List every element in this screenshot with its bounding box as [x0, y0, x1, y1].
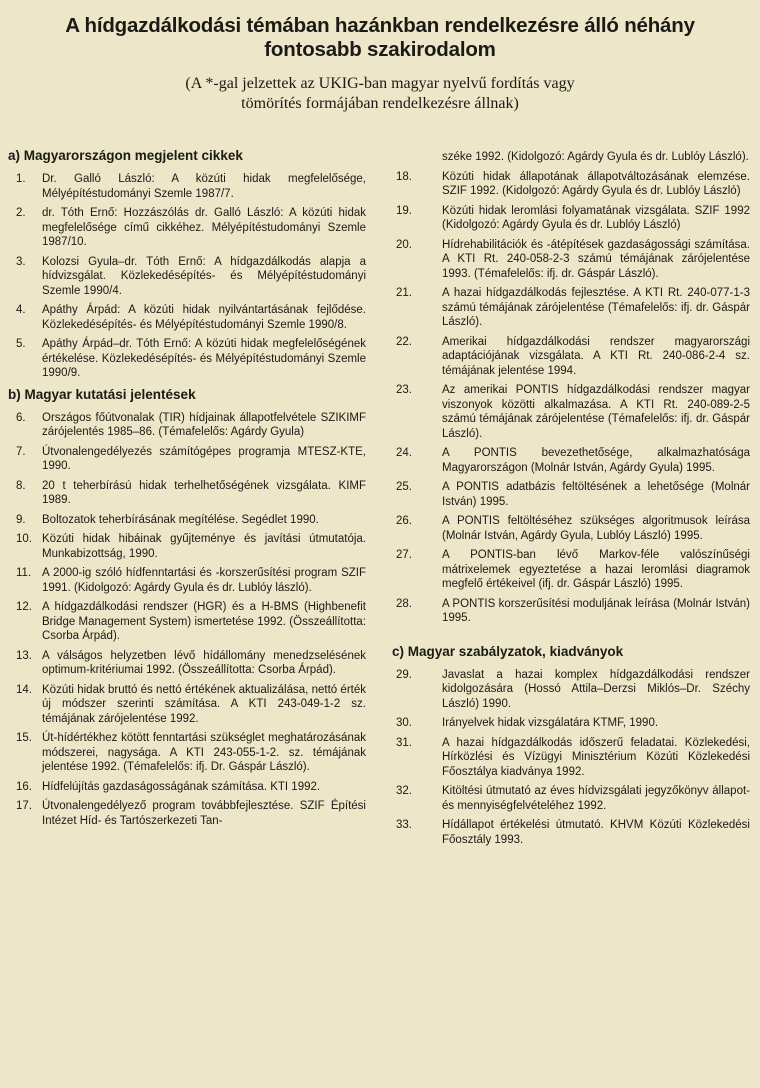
reference-item-text: A PONTIS korszerűsítési moduljának leírása (Molnár István) 1995. — [442, 597, 750, 624]
reference-item — [392, 716, 750, 731]
reference-item — [8, 172, 366, 201]
reference-item-text: 20 t teherbírású hidak terhelhetőségének vizsgálata. KIMF 1989. — [42, 479, 366, 506]
reference-item-number: 5. — [16, 338, 26, 350]
reference-item-number: 16. — [16, 780, 32, 793]
section-heading-c: c) Magyar szabályzatok, kiadványok — [392, 643, 624, 659]
reference-item — [392, 818, 750, 847]
reference-item-number: 31. — [396, 736, 412, 749]
reference-item-text: Hídállapot értékelési útmutató. KHVM Közúti Közlekedési Főosztály 1993. — [442, 819, 750, 846]
reference-item-17-continued — [392, 150, 750, 165]
reference-item — [8, 649, 366, 678]
reference-item — [392, 286, 750, 330]
reference-item-text: Útvonalengedélyezés számítógépes programja MTESZ-KTE, 1990. — [42, 445, 366, 472]
reference-item — [8, 445, 366, 474]
reference-item-number: 28. — [396, 597, 412, 610]
reference-item-text: Az amerikai PONTIS hídgazdálkodási rendszer magyar viszonyok közötti alkalmazása. A KTI Rt. 240-089-2-5 számú témájának zárójelentése (Témafelelős: ifj. dr. Gáspár László). — [442, 384, 750, 440]
reference-item-number: 17. — [16, 800, 32, 812]
reference-item-number: 25. — [396, 481, 412, 493]
reference-item-text: Útvonalengedélyező program továbbfejlesztése. SZIF Építési Intézet Híd- és Tartószerkezeti Tan- — [42, 800, 366, 827]
reference-item — [392, 736, 750, 780]
reference-item — [392, 446, 750, 475]
reference-item — [8, 799, 366, 828]
reference-item — [392, 784, 750, 813]
reference-list-b-right — [392, 170, 750, 626]
reference-item-text: Apáthy Árpád–dr. Tóth Ernő: A közúti hidak megfelelőségének értékelése. Közlekedésépítés- és Mélyépítéstudományi Szemle 1990/9. — [42, 338, 366, 379]
reference-item-number: 26. — [396, 515, 412, 527]
reference-item-text: A PONTIS adatbázis feltöltésének a lehetősége (Molnár István) 1995. — [442, 481, 750, 508]
reference-item — [392, 668, 750, 712]
reference-item-number: 8. — [16, 479, 26, 492]
reference-item-text: Közúti hidak állapotának állapotváltozásának elemzése. SZIF 1992. (Kidolgozó: Agárdy Gyula és dr. Lublóy László) — [442, 170, 750, 197]
reference-item-text: Országos főútvonalak (TIR) hídjainak állapotfelvétele SZIKIMF zárójelentés 1985–86. (Témafelelős: Agárdy Gyula) — [42, 411, 366, 438]
reference-item-text: Közúti hidak hibáinak gyűjteménye és javítási útmutatója. Munkabizottság, 1990. — [42, 533, 366, 560]
reference-item-number: 7. — [16, 445, 26, 458]
reference-item-number: 29. — [396, 668, 412, 681]
reference-item-number: 9. — [16, 513, 26, 526]
reference-item-text: Javaslat a hazai komplex hídgazdálkodási rendszer kidolgozására (Hossó Attila–Derzsi Miklós–Dr. Széchy László) 1990. — [442, 668, 750, 710]
reference-item-text: A hazai hídgazdálkodás fejlesztése. A KTI Rt. 240-077-1-3 számú témájának zárójelentése (Témafelelős: ifj. dr. Gáspár László). — [442, 287, 750, 328]
reference-item — [392, 514, 750, 543]
reference-item — [8, 206, 366, 250]
reference-item — [8, 683, 366, 727]
reference-item-number: 2. — [16, 207, 26, 219]
title-line-1: A hídgazdálkodási témában hazánkban rendelkezésre álló néhány — [65, 14, 695, 37]
reference-item-number: 32. — [396, 785, 412, 797]
reference-item-number: 18. — [396, 170, 412, 183]
reference-item — [392, 335, 750, 379]
reference-item-number: 15. — [16, 732, 32, 744]
reference-item-number: 3. — [16, 255, 26, 268]
reference-item-number: 23. — [396, 384, 412, 396]
reference-item-number: 19. — [396, 204, 412, 217]
reference-item — [8, 513, 366, 528]
reference-item-number: 6. — [16, 411, 26, 424]
reference-list-c — [392, 668, 750, 848]
reference-item — [392, 383, 750, 441]
reference-item-number: 27. — [396, 549, 412, 561]
reference-item-text: Kolozsi Gyula–dr. Tóth Ernő: A hídgazdálkodás alapja a hídvizsgálat. Közlekedésépítés- és Mélyépítéstudományi Szemle 1990/4. — [42, 255, 366, 297]
reference-item — [392, 597, 750, 626]
reference-item — [8, 255, 366, 299]
reference-item-text: Dr. Galló László: A közúti hidak megfelelősége, Mélyépítéstudományi Szemle 1987/7. — [42, 173, 366, 200]
page-title — [20, 14, 740, 62]
reference-item — [392, 170, 750, 199]
reference-item-text: A 2000-ig szóló hídfenntartási és -korszerűsítési program SZIF 1991. (Kidolgozó: Agárdy Gyula és dr. Lublóy lászló). — [42, 567, 366, 594]
reference-item — [392, 204, 750, 233]
reference-item-text: Apáthy Árpád: A közúti hidak nyilvántartásának fejlődése. Közlekedésépítés- és Mélyépítéstudományi Szemle 1990/8. — [42, 304, 366, 331]
reference-item-text: A PONTIS feltöltéséhez szükséges algoritmusok leírása (Molnár István, Agárdy Gyula, Lublóy László) 1995. — [442, 515, 750, 542]
reference-item — [8, 566, 366, 595]
reference-item-number: 24. — [396, 447, 412, 459]
reference-item-text: széke 1992. (Kidolgozó: Agárdy Gyula és dr. Lublóy László). — [442, 151, 749, 163]
reference-item-text: A hídgazdálkodási rendszer (HGR) és a H-BMS (Highbenefit Bridge Management System) ismertetése 1992. (Összeállította: Csorba Árpád). — [42, 601, 366, 642]
reference-item — [392, 238, 750, 282]
reference-item-text: Hídfelújítás gazdaságosságának számítása. KTI 1992. — [42, 780, 321, 793]
reference-item-number: 13. — [16, 649, 32, 662]
left-column — [8, 148, 366, 833]
reference-item-text: Hídrehabilitációk és -átépítések gazdaságossági számítása. A KTI Rt. 240-058-2-3 számú témájának zárójelentése 1993. (Témafelelős: ifj. dr. Gáspár László). — [442, 238, 750, 280]
reference-item-text: A hazai hídgazdálkodás időszerű feladatai. Közlekedési, Hírközlési és Vízügyi Minisztérium Közúti Közlekedési Főosztálya kiadványa 1992. — [442, 736, 750, 778]
reference-item — [8, 411, 366, 440]
reference-item-text: Kitöltési útmutató az éves hídvizsgálati jegyzőkönyv állapot- és mennyiségfelvételéhez 1992. — [442, 785, 750, 812]
reference-item — [8, 303, 366, 332]
reference-item-number: 22. — [396, 335, 412, 348]
reference-item-text: Amerikai hídgazdálkodási rendszer magyarországi adaptációjának vizsgálata. A KTI Rt. 240-086-2-4 sz. témájának jelentése 1994. — [442, 335, 750, 377]
reference-item-number: 30. — [396, 717, 412, 729]
reference-item-text: Út-hídértékhez kötött fenntartási szükséglet meghatározásának módszerei, nagysága. A KTI 243-055-1-2. sz. témájának jelentése 1992. (Témafelelős: ifj. Dr. Gáspár László). — [42, 732, 366, 773]
reference-item — [392, 548, 750, 592]
reference-item-text: Irányelvek hidak vizsgálatára KTMF, 1990. — [442, 717, 659, 729]
subtitle-line-1: (A *-gal jelzettek az UKIG-ban magyar nyelvű fordítás vagy — [185, 75, 575, 92]
reference-item — [8, 731, 366, 775]
reference-item-number: 14. — [16, 683, 32, 696]
reference-item-text: Közúti hidak leromlási folyamatának vizsgálata. SZIF 1992 (Kidolgozó: Agárdy Gyula és dr. Lublóy László) — [442, 204, 750, 231]
section-heading-b: b) Magyar kutatási jelentések — [8, 386, 196, 402]
reference-item — [8, 337, 366, 381]
reference-item-text: Közúti hidak bruttó és nettó értékének aktualizálása, nettó érték új módszer szerinti számítása. A KTI 243-049-1-2 sz. témájának zárójelentése 1992. — [42, 683, 366, 725]
reference-item-number: 21. — [396, 287, 412, 299]
reference-item-number: 20. — [396, 238, 412, 251]
reference-item — [392, 480, 750, 509]
reference-item-text: A PONTIS-ban lévő Markov-féle valószínűségi mátrixelemek egyeztetése a hazai leromlási diagramok megfelő értékeivel (ifj. dr. Gáspár László) 1995. — [442, 549, 750, 590]
reference-list-b-left — [8, 411, 366, 829]
reference-item — [8, 780, 366, 795]
reference-item-number: 4. — [16, 304, 26, 316]
reference-item-number: 33. — [396, 819, 412, 831]
reference-item — [8, 600, 366, 644]
reference-list-a — [8, 172, 366, 381]
subtitle-line-2: tömörítés formájában rendelkezésre állnak) — [241, 95, 519, 112]
reference-item — [8, 479, 366, 508]
reference-item-number: 12. — [16, 601, 32, 613]
page-subtitle — [20, 74, 740, 114]
right-column — [392, 150, 750, 852]
title-line-2: fontosabb szakirodalom — [264, 38, 496, 61]
reference-item — [8, 532, 366, 561]
reference-item-text: dr. Tóth Ernő: Hozzászólás dr. Galló László: A közúti hidak megfelelősége című cikkéhez. Mélyépítéstudományi Szemle 1987/10. — [42, 207, 366, 248]
reference-item-text: Boltozatok teherbírásának megítélése. Segédlet 1990. — [42, 513, 319, 526]
reference-item-text: A PONTIS bevezethetősége, alkalmazhatósága Magyarországon (Molnár István, Agárdy Gyula) 1995. — [442, 447, 750, 474]
section-heading-a: a) Magyarországon megjelent cikkek — [8, 148, 243, 163]
reference-item-number: 11. — [16, 567, 32, 579]
reference-item-number: 1. — [16, 173, 26, 185]
reference-item-text: A válságos helyzetben lévő hídállomány menedzselésének optimum-kritériumai 1992. (Összeállította: Csorba Árpád). — [42, 649, 366, 676]
reference-item-number: 10. — [16, 533, 32, 545]
